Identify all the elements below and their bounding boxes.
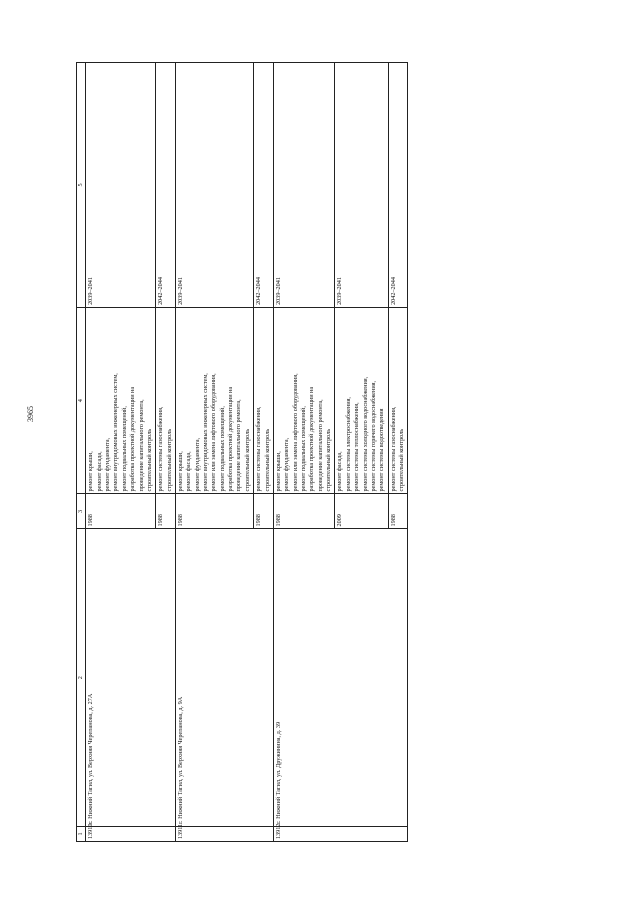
row-number: 13910. [86, 826, 176, 841]
term-cell: 2039–2041 [335, 63, 388, 308]
work-item: ремонт или замена лифтового оборудования, [210, 373, 218, 492]
term-cell: 2039–2041 [86, 63, 156, 308]
year-cell: 2009 [335, 494, 388, 529]
work-item: строительный контроль [243, 428, 251, 492]
work-item: проведение капитального ремонта, [316, 399, 324, 492]
address-cell: г. Нижний Тагил, ул. Верхняя Черепанова, д. 9А [175, 529, 273, 826]
work-item: ремонт системы водоотведения [378, 408, 386, 492]
works-cell [254, 307, 274, 494]
term-cell: 2039–2041 [273, 63, 335, 308]
work-item: ремонт крыши, [87, 451, 95, 492]
work-item: проведение капитального ремонта, [235, 399, 243, 492]
header-col-1: 1 [77, 826, 86, 841]
work-item: ремонт подвальных помещений, [218, 406, 226, 492]
work-item: ремонт системы газоснабжения, [255, 406, 263, 492]
row-number: 13912. [273, 826, 407, 841]
year-cell: 1988 [273, 494, 335, 529]
work-item: строительный контроль [145, 428, 153, 492]
work-item: ремонт системы теплоснабжения, [353, 402, 361, 492]
year-cell: 1988 [156, 494, 176, 529]
work-item: ремонт фасада, [336, 451, 344, 492]
term-cell: 2042–2044 [156, 63, 176, 308]
work-item: разработка проектной документации на [129, 386, 137, 492]
work-item: ремонт системы газоснабжения, [157, 406, 165, 492]
address-cell: г. Нижний Тагил, ул. Дружинина, д. 39 [273, 529, 407, 826]
table-body [86, 63, 408, 842]
work-item: ремонт системы холодного водоснабжения, [361, 376, 369, 492]
work-item: ремонт фасада, [185, 451, 193, 492]
repair-schedule-table [76, 62, 408, 842]
header-col-2: 2 [77, 529, 86, 826]
work-item: ремонт крыши, [176, 451, 184, 492]
work-item: строительный контроль [325, 428, 333, 492]
works-cell [335, 307, 388, 494]
work-item: ремонт фундамента, [193, 437, 201, 492]
header-col-3: 3 [77, 494, 86, 529]
table-row [175, 63, 253, 842]
page-number: 3965 [26, 406, 35, 422]
work-item: ремонт или замена лифтового оборудования, [291, 373, 299, 492]
term-cell: 2042–2044 [254, 63, 274, 308]
work-item: ремонт системы горячего водоснабжения, [369, 380, 377, 492]
work-item: ремонт внутридомовых инженерных систем, [112, 373, 120, 492]
term-cell: 2039–2041 [175, 63, 253, 308]
work-item: разработка проектной документации на [227, 386, 235, 492]
work-item: ремонт фундамента, [104, 437, 112, 492]
works-cell [273, 307, 335, 494]
work-item: ремонт фундамента, [283, 437, 291, 492]
work-item: ремонт внутридомовых инженерных систем, [202, 373, 210, 492]
table-row [273, 63, 335, 842]
work-item: строительный контроль [263, 428, 271, 492]
year-cell: 1988 [388, 494, 408, 529]
row-number: 13911. [175, 826, 273, 841]
work-item: ремонт системы газоснабжения, [389, 406, 397, 492]
year-cell: 1988 [254, 494, 274, 529]
works-cell [388, 307, 408, 494]
header-col-5: 5 [77, 63, 86, 308]
work-item: ремонт подвальных помещений, [299, 406, 307, 492]
year-cell: 1988 [86, 494, 156, 529]
work-item: ремонт крыши, [274, 451, 282, 492]
work-item: строительный контроль [165, 428, 173, 492]
table-row [86, 63, 156, 842]
header-row [77, 63, 86, 842]
work-item: ремонт системы электроснабжения, [344, 397, 352, 492]
work-item: проведение капитального ремонта, [137, 399, 145, 492]
year-cell: 1988 [175, 494, 253, 529]
work-item: ремонт подвальных помещений, [120, 406, 128, 492]
works-cell [86, 307, 156, 494]
address-cell: г. Нижний Тагил, ул. Верхняя Черепанова, д. 27А [86, 529, 176, 826]
term-cell: 2042–2044 [388, 63, 408, 308]
header-col-4: 4 [77, 307, 86, 494]
work-item: строительный контроль [397, 428, 405, 492]
works-cell [175, 307, 253, 494]
work-item: ремонт фасада, [95, 451, 103, 492]
works-cell [156, 307, 176, 494]
work-item: разработка проектной документации на [308, 386, 316, 492]
